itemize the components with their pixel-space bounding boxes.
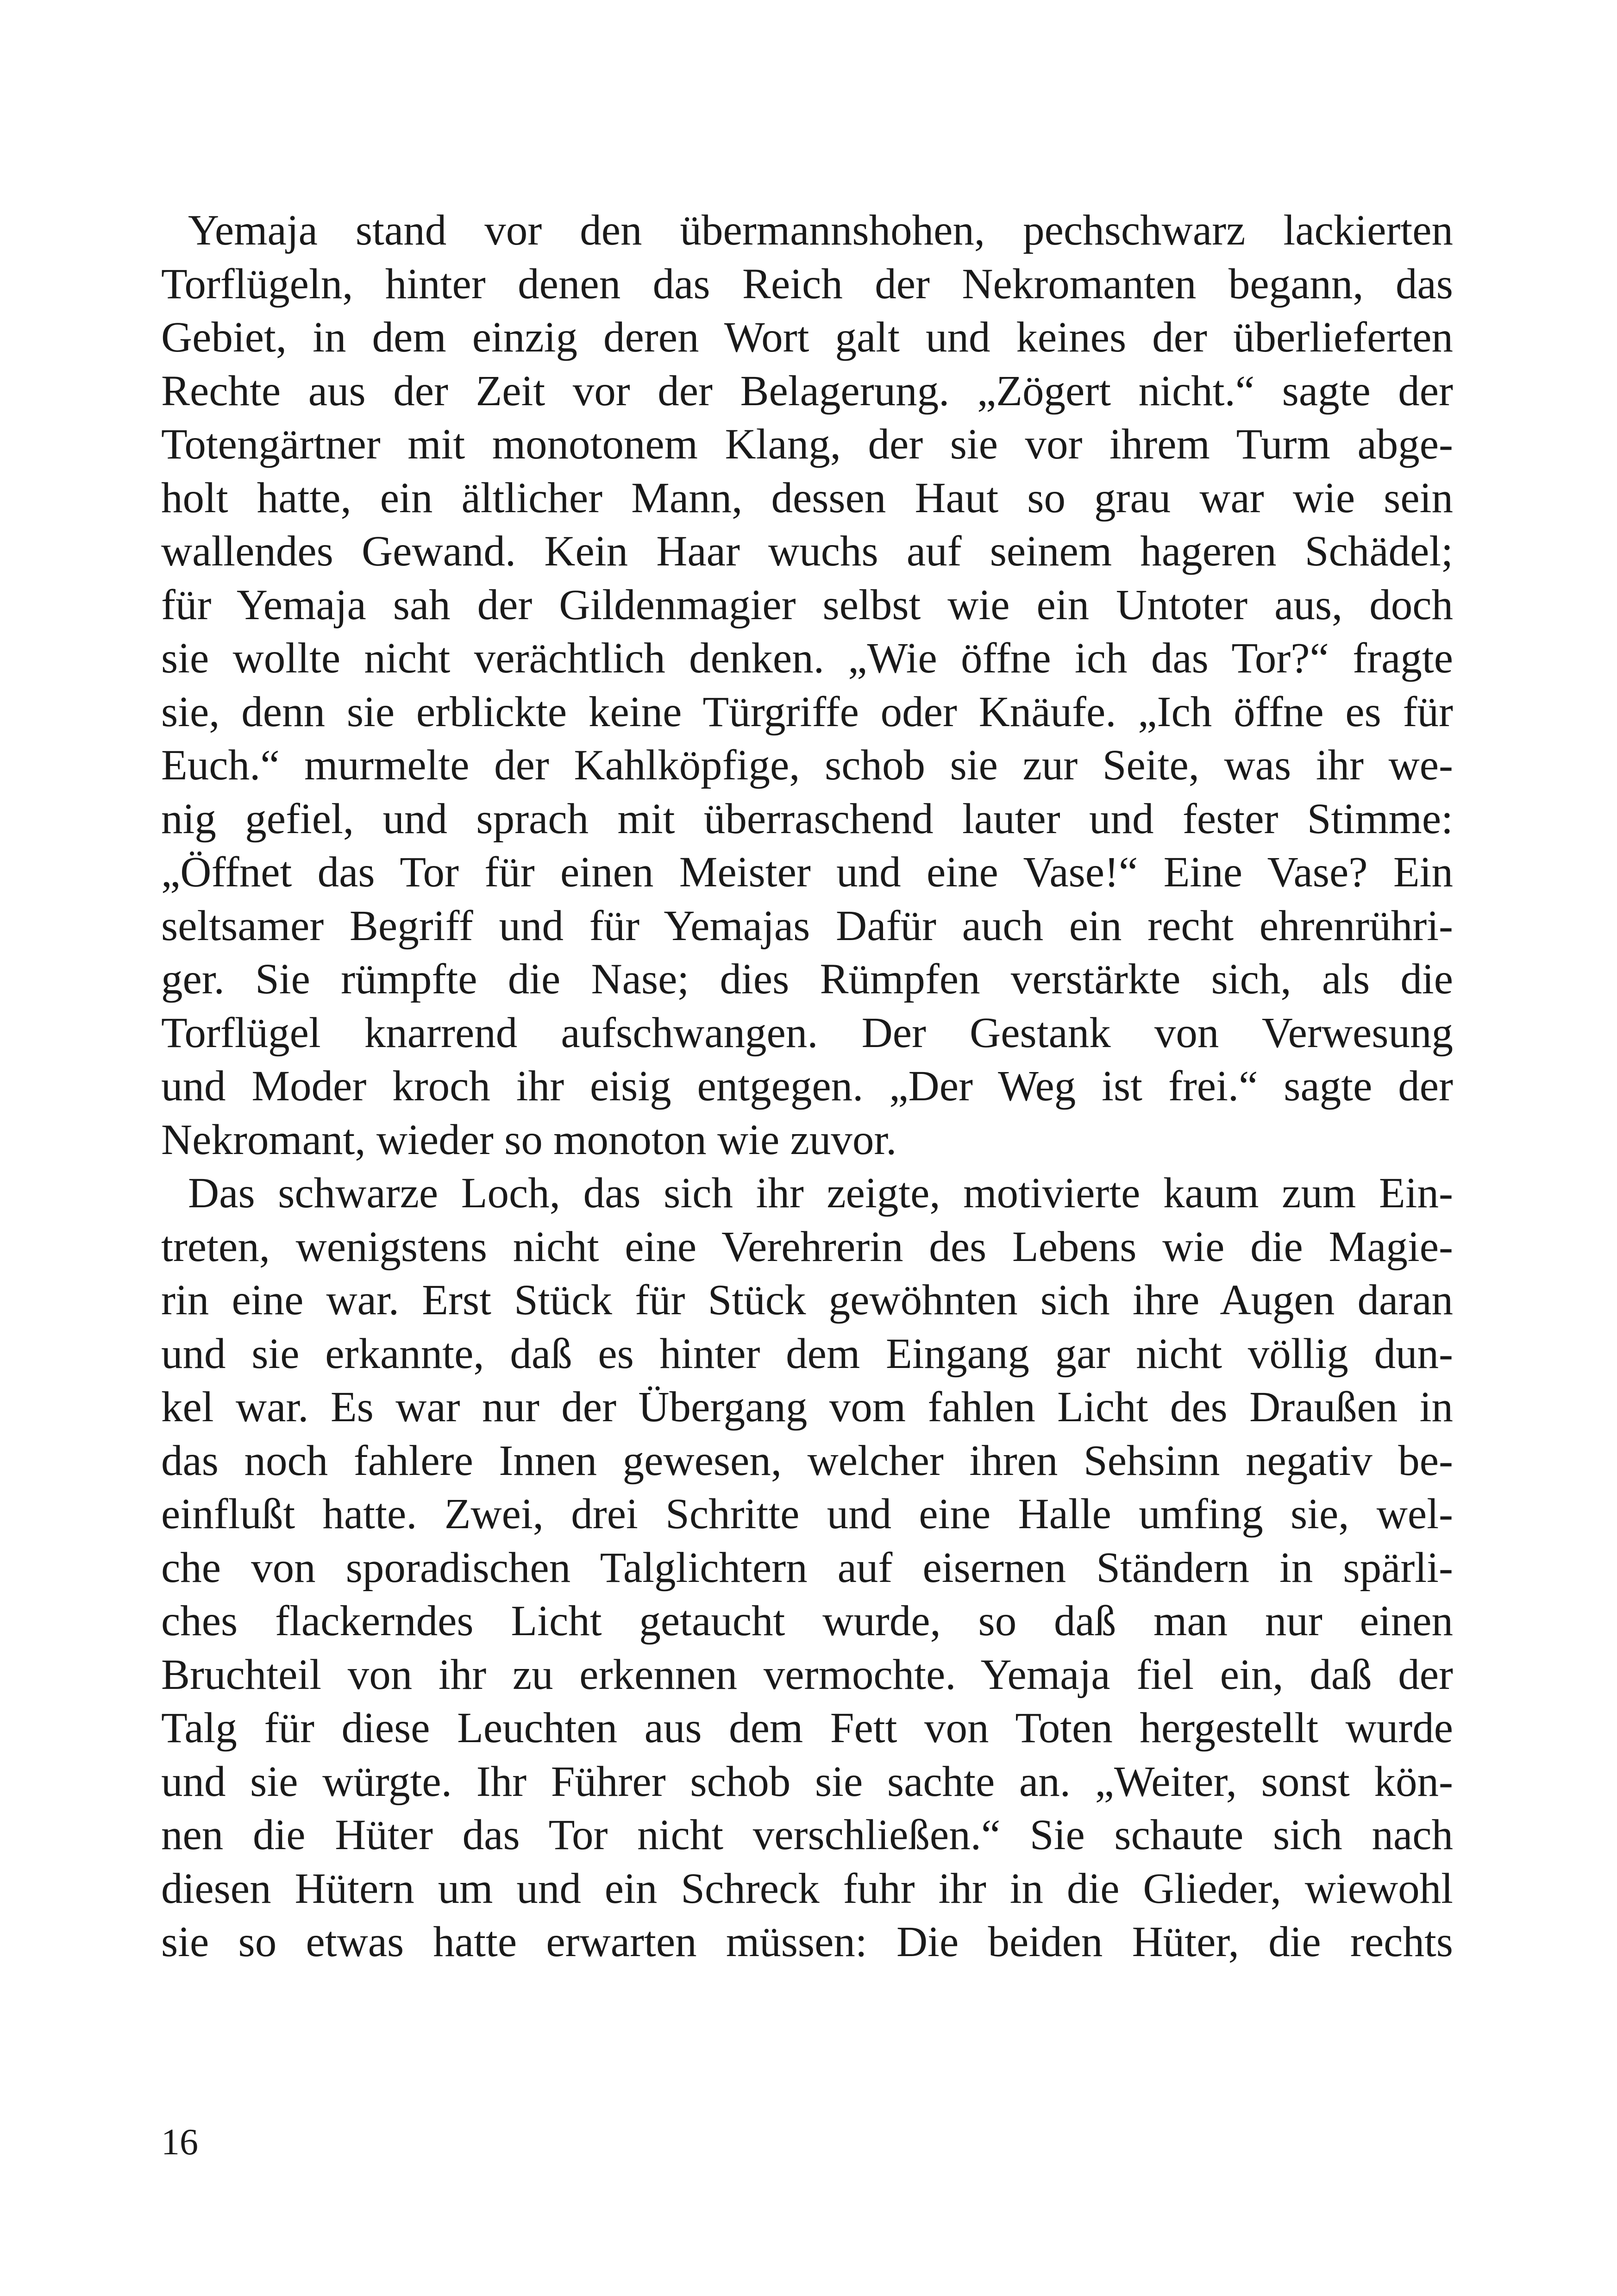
text-line: treten, wenigstens nicht eine Verehrerin des Lebens wie die Magie- [161,1223,1453,1271]
text-line: einflußt hatte. Zwei, drei Schritte und eine Halle umfing sie, wel- [161,1490,1453,1538]
text-line: Talg für diese Leuchten aus dem Fett von Toten hergestellt wurde [161,1704,1453,1752]
text-line: für Yemaja sah der Gildenmagier selbst wie ein Untoter aus, doch [161,581,1453,629]
paragraph-2 [161,1167,1453,1969]
text-line: seltsamer Begriff und für Yemajas Dafür auch ein recht ehrenrühri- [161,902,1453,950]
text-line: das noch fahlere Innen gewesen, welcher ihren Sehsinn negativ be- [161,1437,1453,1485]
text-line: und Moder kroch ihr eisig entgegen. „Der Weg ist frei.“ sagte der [161,1062,1453,1110]
text-line: rin eine war. Erst Stück für Stück gewöhnten sich ihre Augen daran [161,1276,1453,1324]
text-line: Totengärtner mit monotonem Klang, der sie vor ihrem Turm abge- [161,420,1453,468]
text-line: „Öffnet das Tor für einen Meister und eine Vase!“ Eine Vase? Ein [161,848,1453,896]
text-line: Nekromant, wieder so monoton wie zuvor. [161,1116,897,1164]
text-line: Yemaja stand vor den übermannshohen, pechschwarz lackierten [188,207,1453,254]
text-line: kel war. Es war nur der Übergang vom fahlen Licht des Draußen in [161,1383,1453,1431]
text-line: Torflügel knarrend aufschwangen. Der Gestank von Verwesung [161,1009,1453,1057]
text-line: sie wollte nicht verächtlich denken. „Wie öffne ich das Tor?“ fragte [161,634,1453,682]
text-line: Torflügeln, hinter denen das Reich der Nekromanten begann, das [161,260,1453,308]
text-line: holt hatte, ein ältlicher Mann, dessen Haut so grau war wie sein [161,474,1453,522]
text-line: diesen Hütern um und ein Schreck fuhr ihr in die Glieder, wiewohl [161,1864,1453,1913]
text-line: che von sporadischen Talglichtern auf eisernen Ständern in spärli- [161,1543,1453,1592]
text-line: Euch.“ murmelte der Kahlköpfige, schob sie zur Seite, was ihr we- [161,741,1453,789]
text-line: nen die Hüter das Tor nicht verschließen.“ Sie schaute sich nach [161,1811,1453,1859]
paragraph-1 [161,204,1453,1167]
text-line: ches flackerndes Licht getaucht wurde, so daß man nur einen [161,1597,1453,1645]
text-line: nig gefiel, und sprach mit überraschend lauter und fester Stimme: [161,795,1453,843]
text-line: und sie würgte. Ihr Führer schob sie sachte an. „Weiter, sonst kön- [161,1757,1453,1806]
text-line: sie, denn sie erblickte keine Türgriffe oder Knäufe. „Ich öffne es für [161,688,1453,736]
text-line: und sie erkannte, daß es hinter dem Eingang gar nicht völlig dun- [161,1330,1453,1378]
text-line: sie so etwas hatte erwarten müssen: Die beiden Hüter, die rechts [161,1918,1453,1966]
text-line: Bruchteil von ihr zu erkennen vermochte. Yemaja fiel ein, daß der [161,1650,1453,1699]
text-line: Das schwarze Loch, das sich ihr zeigte, motivierte kaum zum Ein- [188,1169,1453,1217]
page-number: 16 [161,2122,198,2163]
text-line: Rechte aus der Zeit vor der Belagerung. „Zögert nicht.“ sagte der [161,367,1453,415]
text-line: wallendes Gewand. Kein Haar wuchs auf seinem hageren Schädel; [161,527,1453,575]
body-text [161,204,1453,1969]
text-line: ger. Sie rümpfte die Nase; dies Rümpfen verstärkte sich, als die [161,955,1453,1003]
text-line: Gebiet, in dem einzig deren Wort galt und keines der überlieferten [161,314,1453,361]
